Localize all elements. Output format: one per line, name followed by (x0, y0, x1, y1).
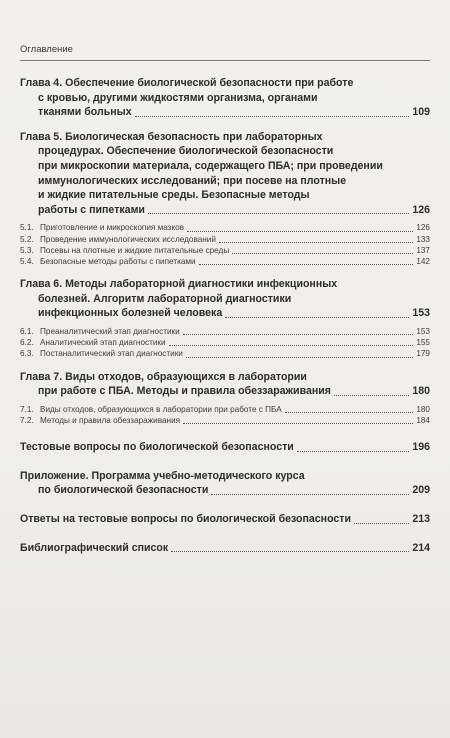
toc-appendix[interactable] (20, 469, 430, 498)
chapter-title-line: при микроскопии материала, содержащего ПБА; при проведении (38, 159, 383, 172)
chapter-title-line: с кровью, другими жидкостями организма, органами (38, 91, 318, 104)
dot-leader (297, 451, 410, 452)
dot-leader (219, 242, 413, 243)
chapter-title-line: и жидкие питательные среды. Безопасные методы (38, 189, 310, 202)
page-number: 209 (412, 484, 430, 497)
page-number: 153 (416, 326, 430, 336)
toc-section-6-1[interactable] (20, 326, 430, 337)
section-title: Виды отходов, образующихся в лаборатории при работе с ПБА (40, 404, 282, 414)
entry-title: Тестовые вопросы по биологической безопасности (20, 441, 294, 454)
page-number: 126 (416, 223, 430, 233)
page-number: 155 (416, 338, 430, 348)
section-title: Безопасные методы работы с пипетками (40, 256, 196, 266)
dot-leader (183, 423, 413, 424)
section-title: Приготовление и микроскопия мазков (40, 223, 185, 233)
section-title: Проведение иммунологических исследований (40, 234, 216, 244)
entry-title: Библиографический список (20, 541, 169, 554)
dot-leader (148, 213, 409, 214)
page-number: 137 (416, 245, 430, 255)
section-number: 5.4. (20, 256, 34, 266)
running-head: Оглавление (20, 44, 73, 55)
chapter-title-line: инфекционных болезней человека (38, 307, 223, 320)
page-number: 109 (412, 106, 430, 119)
page-number: 214 (412, 541, 430, 554)
entry-title: Ответы на тестовые вопросы по биологической безопасности (20, 512, 351, 525)
page-number: 142 (416, 256, 430, 266)
chapter-title-line: иммунологических исследований; при посеве на плотные (38, 174, 347, 187)
dot-leader (211, 494, 409, 495)
dot-leader (135, 116, 410, 117)
dot-leader (187, 231, 413, 232)
toc-section-5-1[interactable] (20, 222, 430, 233)
page-number: 180 (416, 404, 430, 414)
toc-chapter-4[interactable] (20, 76, 430, 120)
page-number: 184 (416, 415, 430, 425)
section-number: 5.3. (20, 245, 34, 255)
toc-section-7-2[interactable] (20, 415, 430, 426)
dot-leader (169, 345, 414, 346)
page-number: 126 (412, 203, 430, 216)
section-number: 7.1. (20, 404, 34, 414)
section-number: 6.2. (20, 338, 34, 348)
section-number: 5.1. (20, 223, 34, 233)
page-number: 133 (416, 234, 430, 244)
page-number: 196 (412, 441, 430, 454)
toc-chapter-5[interactable] (20, 130, 430, 218)
section-number: 7.2. (20, 415, 34, 425)
header-rule (20, 60, 430, 61)
dot-leader (225, 317, 409, 318)
chapter-title-line: при работе с ПБА. Методы и правила обеззараживания (38, 385, 331, 398)
toc-section-5-3[interactable] (20, 245, 430, 256)
toc-answers[interactable] (20, 512, 430, 527)
dot-leader (232, 253, 413, 254)
chapter-title-line: тканями больных (38, 106, 132, 119)
section-title: Аналитический этап диагностики (40, 338, 166, 348)
toc-chapter-7[interactable] (20, 370, 430, 399)
section-title: Постаналитический этап диагностики (40, 349, 183, 359)
toc-section-6-3[interactable] (20, 348, 430, 359)
toc-tests[interactable] (20, 440, 430, 455)
toc-section-5-4[interactable] (20, 256, 430, 267)
chapter-title-line: Глава 5. Биологическая безопасность при лабораторных (20, 130, 323, 143)
chapter-title-line: Глава 4. Обеспечение биологической безопасности при работе (20, 77, 354, 89)
dot-leader (199, 264, 414, 265)
entry-title-line: Приложение. Программа учебно-методического курса (20, 469, 305, 482)
page-number: 153 (412, 307, 430, 320)
toc-chapter-6[interactable] (20, 277, 430, 321)
page-number: 179 (416, 349, 430, 359)
chapter-title-line: Глава 7. Виды отходов, образующихся в лаборатории (20, 370, 307, 383)
toc-section-7-1[interactable] (20, 404, 430, 415)
section-number: 6.3. (20, 349, 34, 359)
toc-section-5-2[interactable] (20, 234, 430, 245)
page-number: 213 (412, 512, 430, 525)
chapter-title-line: процедурах. Обеспечение биологической безопасности (38, 145, 334, 158)
section-title: Методы и правила обеззараживания (40, 415, 181, 425)
dot-leader (171, 551, 409, 552)
dot-leader (285, 412, 414, 413)
dot-leader (183, 334, 414, 335)
chapter-title-line: Глава 6. Методы лабораторной диагностики инфекционных (20, 278, 338, 291)
dot-leader (334, 395, 409, 396)
chapter-title-line: работы с пипетками (38, 203, 145, 216)
dot-leader (186, 357, 413, 358)
entry-title-line: по биологической безопасности (38, 484, 209, 497)
page-number: 180 (412, 385, 430, 398)
section-number: 6.1. (20, 326, 34, 336)
section-number: 5.2. (20, 234, 34, 244)
chapter-title-line: болезней. Алгоритм лабораторной диагностики (38, 292, 292, 305)
table-of-contents (20, 76, 430, 555)
section-title: Посевы на плотные и жидкие питательные среды (40, 245, 230, 255)
toc-bibliography[interactable] (20, 541, 430, 556)
section-title: Преаналитический этап диагностики (40, 326, 180, 336)
dot-leader (354, 523, 409, 524)
toc-section-6-2[interactable] (20, 337, 430, 348)
